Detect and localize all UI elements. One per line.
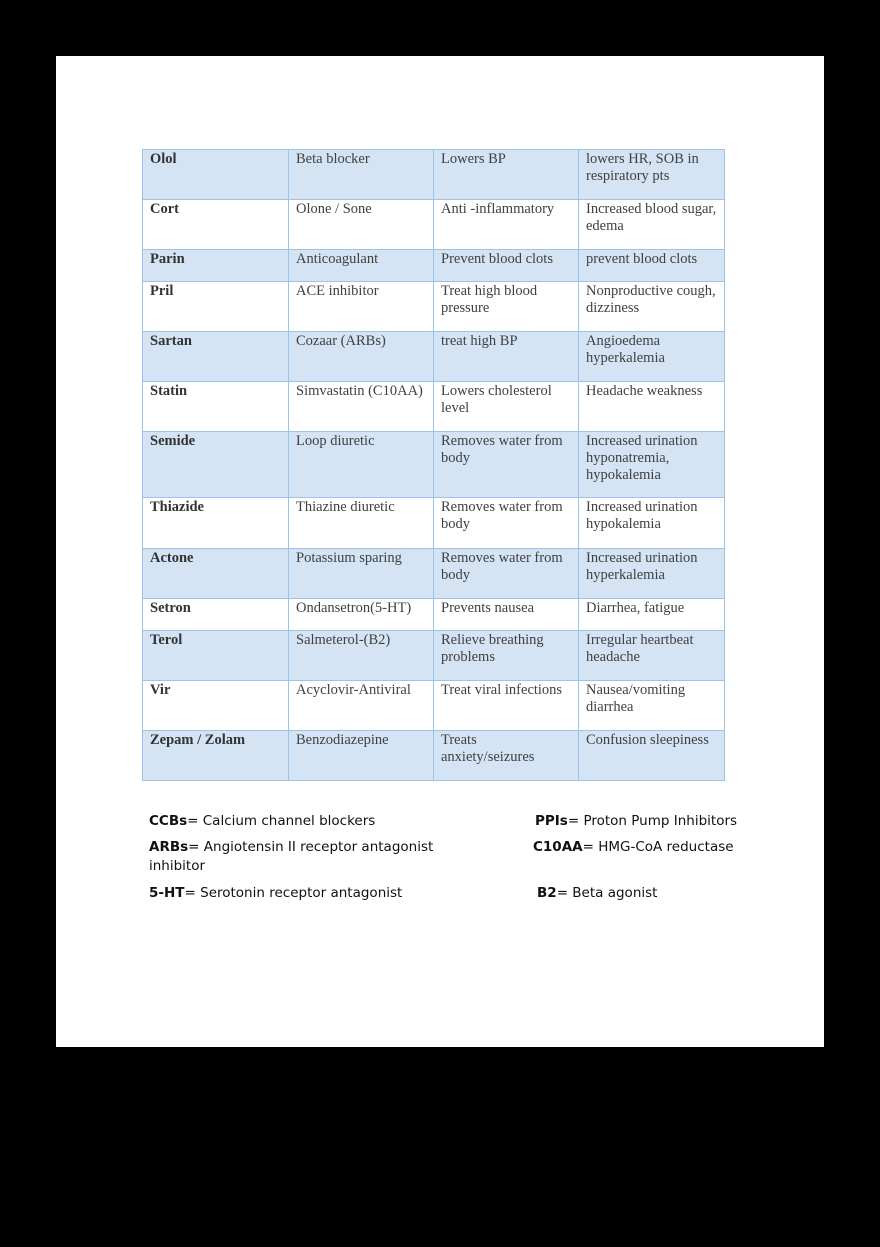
table-row	[143, 498, 725, 549]
table-row	[143, 631, 725, 681]
cell-use: Prevents nausea	[434, 599, 579, 631]
cell-use: Removes water from body	[434, 549, 579, 599]
cell-suffix: Semide	[143, 432, 289, 498]
cell-side-effects: Increased urination hypokalemia	[579, 498, 725, 549]
document-page	[56, 56, 824, 1047]
cell-suffix: Parin	[143, 250, 289, 282]
legend-b2	[537, 884, 777, 903]
table-row	[143, 599, 725, 631]
cell-use: Treats anxiety/seizures	[434, 731, 579, 781]
cell-side-effects: Headache weakness	[579, 382, 725, 432]
cell-side-effects: Confusion sleepiness	[579, 731, 725, 781]
cell-side-effects: Increased blood sugar, edema	[579, 200, 725, 250]
cell-suffix: Olol	[143, 150, 289, 200]
table-row	[143, 250, 725, 282]
cell-side-effects: Angioedema hyperkalemia	[579, 332, 725, 382]
legend-c10aa	[533, 838, 773, 857]
cell-side-effects: Nausea/vomiting diarrhea	[579, 681, 725, 731]
legend-abbr: ARBs	[149, 839, 189, 855]
cell-use: Treat viral infections	[434, 681, 579, 731]
legend-definition: = Calcium channel blockers	[187, 813, 376, 829]
cell-side-effects: Diarrhea, fatigue	[579, 599, 725, 631]
table-row	[143, 382, 725, 432]
drug-suffix-table	[142, 149, 725, 781]
legend-5ht	[149, 884, 449, 903]
cell-class: Benzodiazepine	[289, 731, 434, 781]
cell-class: Salmeterol-(B2)	[289, 631, 434, 681]
cell-use: Prevent blood clots	[434, 250, 579, 282]
cell-side-effects: Increased urination hyponatremia, hypokalemia	[579, 432, 725, 498]
legend-ppis	[535, 812, 775, 831]
cell-suffix: Statin	[143, 382, 289, 432]
cell-class: Acyclovir-Antiviral	[289, 681, 434, 731]
cell-suffix: Zepam / Zolam	[143, 731, 289, 781]
table-row	[143, 150, 725, 200]
legend-definition: = Serotonin receptor antagonist	[184, 885, 403, 901]
legend-definition: = Beta agonist	[556, 885, 658, 901]
cell-class: ACE inhibitor	[289, 282, 434, 332]
cell-suffix: Thiazide	[143, 498, 289, 549]
cell-class: Loop diuretic	[289, 432, 434, 498]
cell-suffix: Cort	[143, 200, 289, 250]
table-body	[143, 150, 725, 781]
cell-side-effects: prevent blood clots	[579, 250, 725, 282]
cell-suffix: Sartan	[143, 332, 289, 382]
cell-use: Removes water from body	[434, 432, 579, 498]
cell-use: Removes water from body	[434, 498, 579, 549]
cell-suffix: Terol	[143, 631, 289, 681]
legend-abbr: CCBs	[149, 813, 188, 829]
legend-abbr: 5-HT	[149, 885, 185, 901]
cell-use: Anti -inflammatory	[434, 200, 579, 250]
cell-class: Anticoagulant	[289, 250, 434, 282]
table-row	[143, 200, 725, 250]
cell-use: Lowers cholesterol level	[434, 382, 579, 432]
legend-ccbs	[149, 812, 449, 831]
cell-side-effects: lowers HR, SOB in respiratory pts	[579, 150, 725, 200]
cell-suffix: Actone	[143, 549, 289, 599]
legend-definition: = Angiotensin II receptor antagonist inhibitor	[149, 839, 434, 874]
legend-abbr: C10AA	[533, 839, 583, 855]
cell-suffix: Vir	[143, 681, 289, 731]
table-row	[143, 332, 725, 382]
cell-suffix: Setron	[143, 599, 289, 631]
cell-side-effects: Nonproductive cough, dizziness	[579, 282, 725, 332]
table-row	[143, 731, 725, 781]
cell-class: Cozaar (ARBs)	[289, 332, 434, 382]
legend-arbs	[149, 838, 439, 876]
cell-use: Lowers BP	[434, 150, 579, 200]
cell-use: treat high BP	[434, 332, 579, 382]
cell-use: Relieve breathing problems	[434, 631, 579, 681]
cell-class: Ondansetron(5-HT)	[289, 599, 434, 631]
legend-abbr: PPIs	[535, 813, 568, 829]
cell-suffix: Pril	[143, 282, 289, 332]
cell-class: Simvastatin (C10AA)	[289, 382, 434, 432]
table-row	[143, 282, 725, 332]
table-row	[143, 549, 725, 599]
cell-side-effects: Irregular heartbeat headache	[579, 631, 725, 681]
cell-use: Treat high blood pressure	[434, 282, 579, 332]
table-row	[143, 681, 725, 731]
cell-class: Beta blocker	[289, 150, 434, 200]
legend-definition: = HMG-CoA reductase	[582, 839, 734, 855]
table-row	[143, 432, 725, 498]
cell-side-effects: Increased urination hyperkalemia	[579, 549, 725, 599]
cell-class: Potassium sparing	[289, 549, 434, 599]
legend-definition: = Proton Pump Inhibitors	[567, 813, 738, 829]
cell-class: Thiazine diuretic	[289, 498, 434, 549]
cell-class: Olone / Sone	[289, 200, 434, 250]
legend-abbr: B2	[537, 885, 557, 901]
